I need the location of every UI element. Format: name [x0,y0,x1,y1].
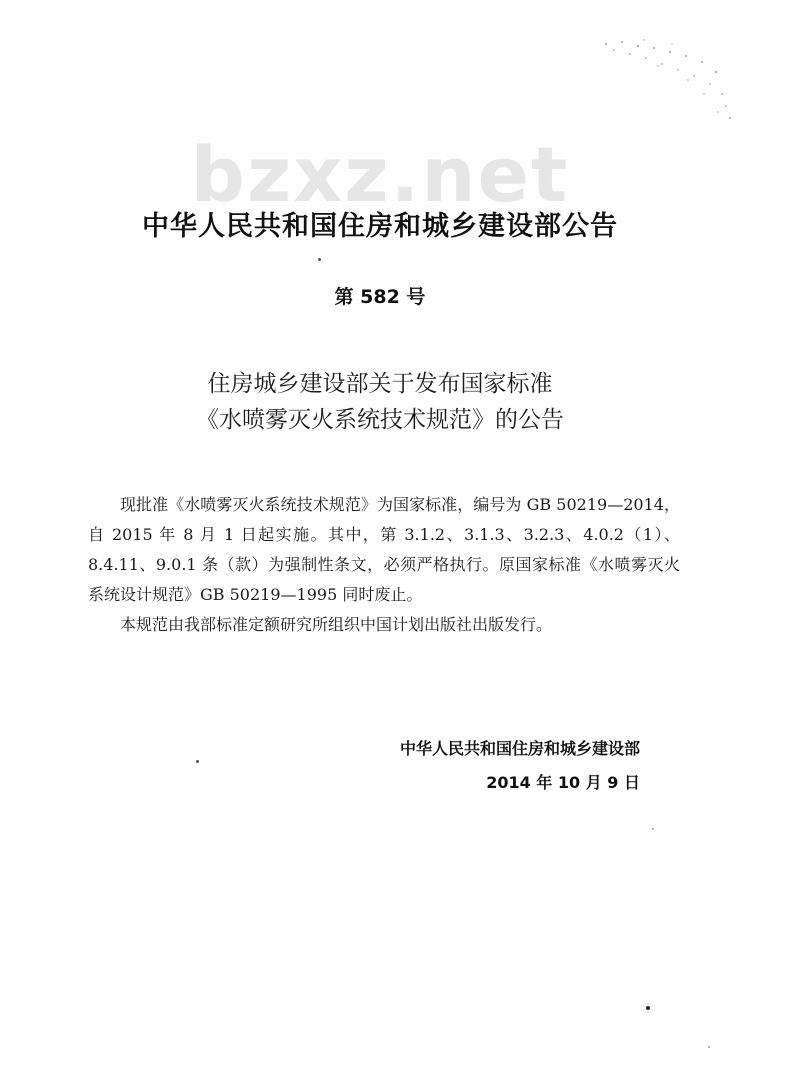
notice-number: 第 582 号 [334,286,426,308]
agency-title: 中华人民共和国住房和城乡建设部公告 [142,211,618,242]
scan-speck [708,1046,710,1048]
body-paragraph-publication: 本规范由我部标准定额研究所组织中国计划出版社出版发行。 [120,615,553,634]
scan-speck [646,1006,650,1010]
body-paragraph-approval: 现批准《水喷雾灭火系统技术规范》为国家标准，编号为 GB 50219—2014，自 2015 年 8 月 1 日起实施。其中，第 3.1.2、3.1.3、3.2.3、4.0.2（1）、8.4.11、9.0.1 条（款）为强制性条文，必须严格执行。原国家标准《水喷雾灭火系统设计规范》GB 50219—1995 同时废止。 [88,495,680,604]
scan-speck [318,258,321,261]
signature-date: 2014 年 10 月 9 日 [486,773,640,792]
scan-speck [196,760,199,763]
subject-line-1: 住房城乡建设部关于发布国家标准 [207,371,553,397]
watermark: bzxz.net [190,130,570,219]
signature-block [320,732,640,800]
notice-body [88,490,680,640]
notice-subject [0,366,760,438]
scan-speck [652,828,654,830]
signature-issuer: 中华人民共和国住房和城乡建设部 [399,739,640,758]
scan-noise [600,36,740,132]
subject-line-2: 《水喷雾灭火系统技术规范》的公告 [196,407,564,433]
